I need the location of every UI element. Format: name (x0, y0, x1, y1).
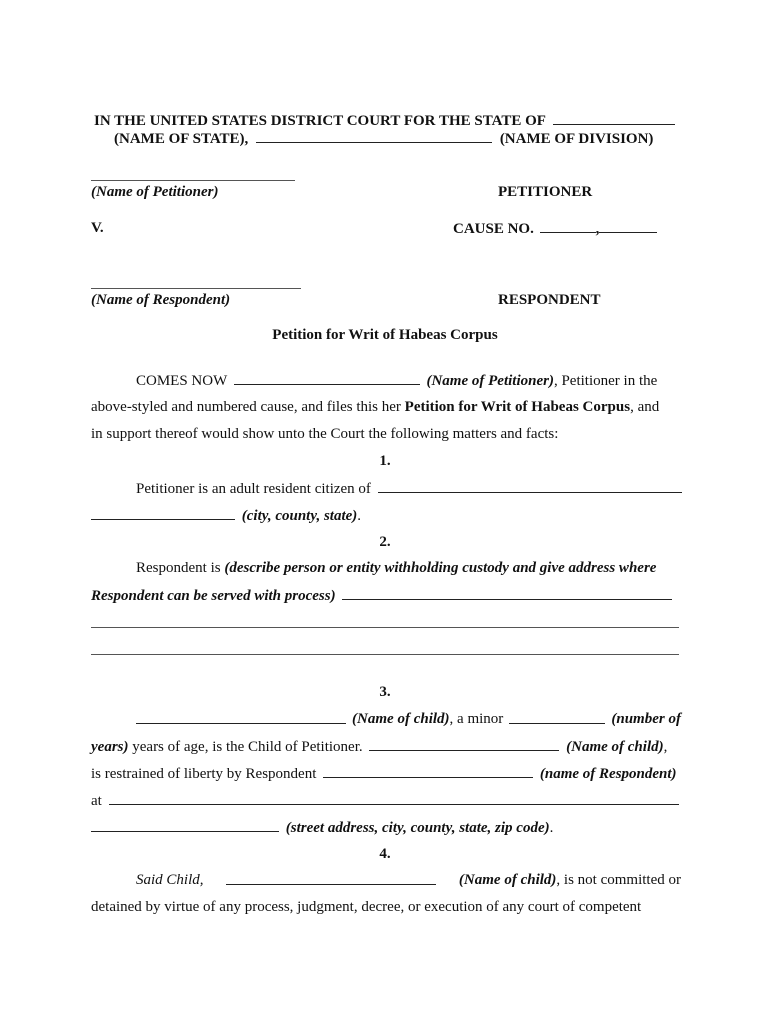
intro-line-1 (136, 371, 657, 390)
s3-line-5 (91, 818, 553, 837)
s4-child-blank[interactable] (226, 871, 436, 885)
intro-petition-title: Petition for Writ of Habeas Corpus (404, 399, 631, 415)
s3-minor-text: , a minor (449, 711, 504, 727)
intro-petitioner-blank[interactable] (234, 371, 420, 385)
state-blank[interactable] (553, 111, 675, 125)
s3-respondent-blank[interactable] (323, 764, 533, 778)
cause-number (453, 219, 657, 238)
s2-respondent-blank-3[interactable] (91, 654, 679, 655)
cause-no-label: CAUSE NO. (453, 221, 534, 237)
comes-now-text: COMES NOW (136, 373, 227, 389)
section-number-4: 4. (379, 846, 391, 862)
s3-line-3 (91, 764, 677, 783)
s3-respondent-label: (name of Respondent) (539, 766, 677, 782)
s3-child-group (352, 710, 503, 728)
respondent-label: RESPONDENT (498, 292, 601, 308)
s2-text: Respondent is (136, 560, 225, 576)
s3-address-blank-2[interactable] (91, 818, 279, 832)
s4-rest-text: , is not committed or (556, 872, 681, 888)
respondent-name-label: (Name of Respondent) (91, 292, 231, 308)
section-number-3: 3. (379, 684, 391, 700)
court-header-text: IN THE UNITED STATES DISTRICT COURT FOR THE STATE OF (94, 113, 546, 129)
s3-restrained-text: is restrained of liberty by Respondent (91, 766, 317, 782)
s3-line-1 (136, 710, 681, 728)
s3-period: . (549, 820, 554, 836)
s3-address-label: (street address, city, county, state, zip code) (285, 820, 550, 836)
cause-no-blank-1[interactable] (540, 219, 596, 233)
name-of-division-label: (NAME OF DIVISION) (499, 131, 654, 147)
petitioner-label: PETITIONER (498, 184, 593, 200)
document-title: Petition for Writ of Habeas Corpus (272, 327, 498, 343)
s2-desc-1: (describe person or entity withholding custody and give address where (224, 560, 657, 576)
s3-child-blank[interactable] (136, 710, 346, 724)
s4-said-child: Said Child, (136, 872, 204, 888)
s3-child-label: (Name of child) (352, 711, 450, 727)
s2-line-2 (91, 586, 672, 605)
s1-line-2 (91, 506, 361, 525)
s1-text: Petitioner is an adult resident citizen of (136, 481, 371, 497)
s4-line-2: detained by virtue of any process, judgment, decree, or execution of any court of competent (91, 899, 642, 915)
s4-child-group (459, 871, 681, 889)
s3-at-text: at (91, 793, 102, 809)
respondent-name-line[interactable] (91, 288, 301, 289)
s1-line-1 (136, 479, 682, 498)
s2-respondent-blank-1[interactable] (342, 586, 672, 600)
intro-after-ref: , Petitioner in the (553, 373, 658, 389)
name-of-state-label: (NAME OF STATE), (114, 131, 249, 147)
s3-age-blank[interactable] (509, 710, 605, 724)
intro-line-2-end: , and (630, 399, 660, 415)
cause-no-blank-2[interactable] (599, 219, 657, 233)
intro-line-3: in support thereof would show unto the Court the following matters and facts: (91, 426, 559, 442)
s1-residence-blank-2[interactable] (91, 506, 235, 520)
intro-line-2 (91, 398, 659, 416)
s1-place-label: (city, county, state) (241, 508, 358, 524)
s3-comma: , (663, 739, 668, 755)
versus-label: V. (91, 220, 104, 236)
s3-line-2 (91, 737, 667, 756)
s3-child-label-2: (Name of child) (566, 739, 664, 755)
s3-years-label: years) (91, 739, 129, 755)
court-header-line-2 (114, 129, 653, 148)
s3-child-blank-2[interactable] (369, 737, 559, 751)
s3-line-4 (91, 791, 679, 810)
s3-years-text: years of age, is the Child of Petitioner. (128, 739, 363, 755)
s2-desc-2: Respondent can be served with process) (91, 588, 336, 604)
intro-line-2-text: above-styled and numbered cause, and files this her (91, 399, 405, 415)
s1-period: . (357, 508, 362, 524)
petitioner-name-label: (Name of Petitioner) (91, 184, 219, 200)
s4-child-label: (Name of child) (458, 872, 557, 888)
s3-address-blank-1[interactable] (109, 791, 679, 805)
petitioner-name-line[interactable] (91, 180, 295, 181)
s4-line-1 (136, 871, 681, 889)
division-blank[interactable] (256, 129, 492, 143)
s1-residence-blank-1[interactable] (378, 479, 682, 493)
cause-no-separator: , (595, 221, 600, 237)
s3-number-of-label: (number of (611, 711, 681, 727)
s2-respondent-blank-2[interactable] (91, 627, 679, 628)
section-number-2: 2. (379, 534, 391, 550)
intro-petitioner-ref: (Name of Petitioner) (426, 373, 554, 389)
section-number-1: 1. (379, 453, 391, 469)
court-header-line-1 (94, 111, 675, 130)
s2-line-1 (136, 559, 656, 577)
